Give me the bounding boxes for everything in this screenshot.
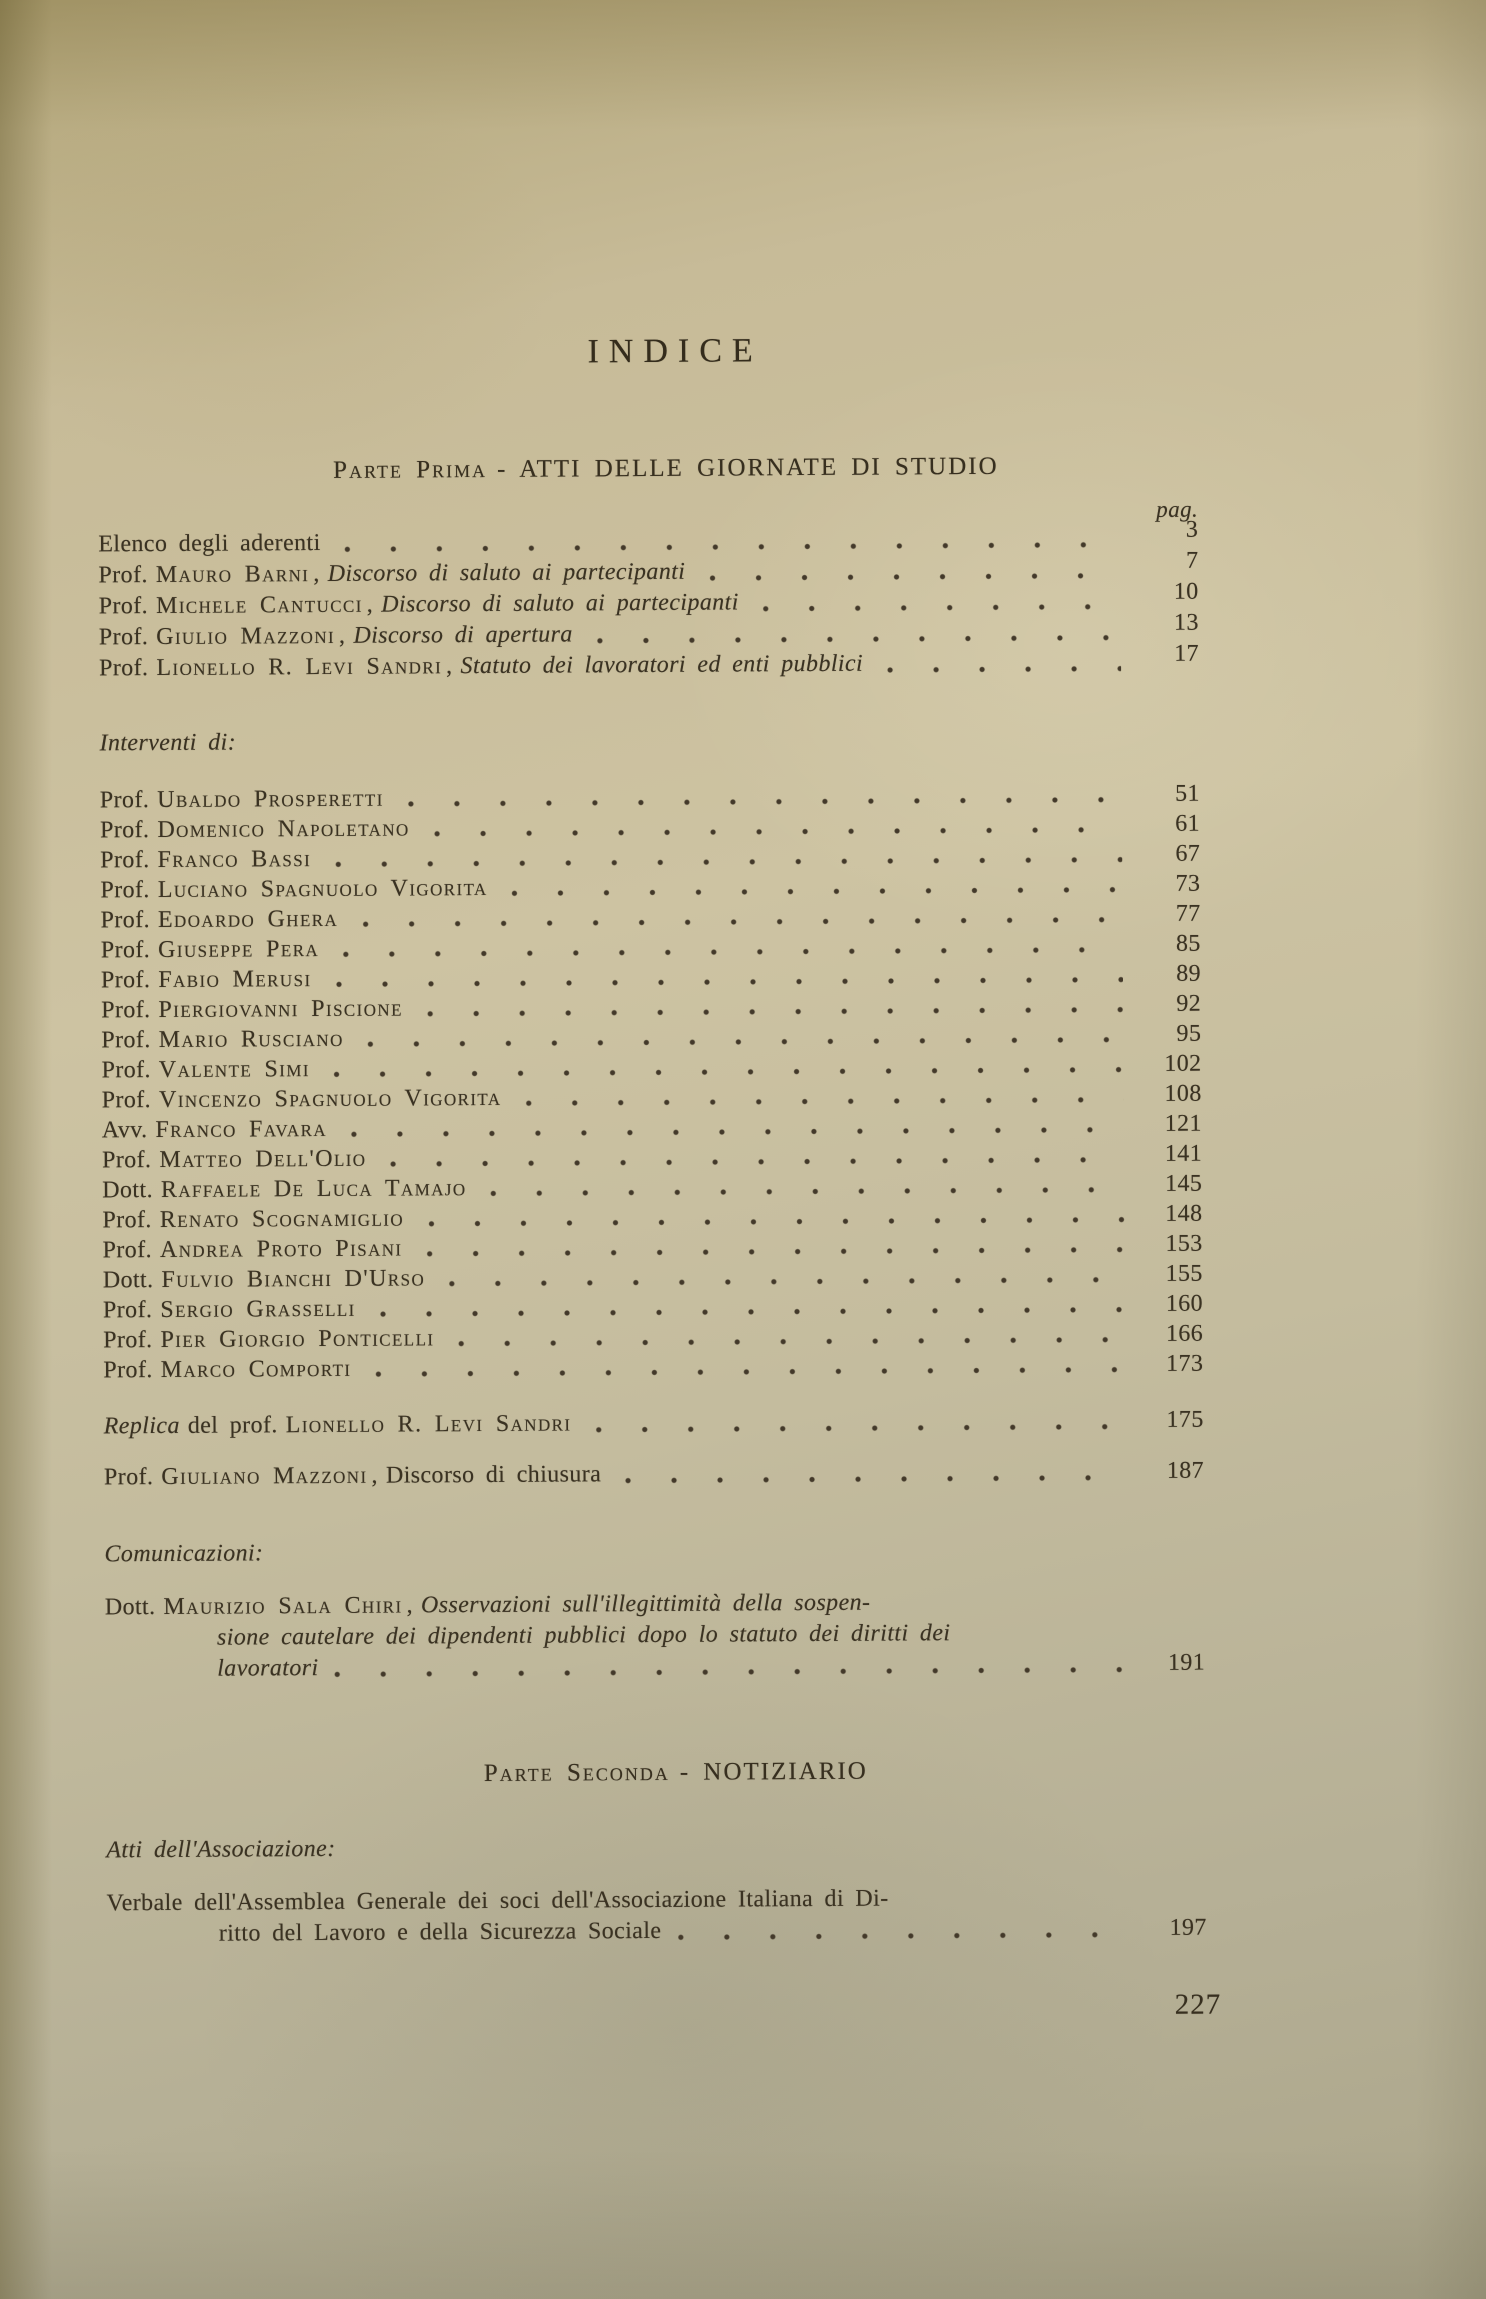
toc-row-text	[101, 904, 347, 935]
dot-leader	[335, 856, 1122, 868]
entry-prefix: Prof.	[102, 1297, 153, 1324]
comunicazioni-separator: ,	[406, 1592, 414, 1619]
toc-row-text	[101, 964, 320, 995]
entry-page-number: 173	[1166, 1350, 1204, 1377]
entry-name: Franco Bassi	[157, 846, 312, 873]
entry-prefix: Dott.	[102, 1177, 154, 1204]
dot-leader	[458, 1336, 1125, 1347]
entry-title: Discorso di saluto ai partecipanti	[381, 589, 739, 618]
dot-leader	[426, 1246, 1124, 1257]
dot-leader	[336, 976, 1124, 988]
comunicazioni-entry	[105, 1586, 1206, 1686]
entry-name: Sergio Grasselli	[160, 1295, 356, 1323]
entry-name: Ubaldo Prosperetti	[157, 785, 384, 813]
comunicazioni-prefix: Dott.	[104, 1594, 156, 1621]
entry-name: Domenico Napoletano	[157, 815, 410, 843]
entry-title: Statuto dei lavoratori ed enti pubblici	[460, 650, 864, 680]
entry-name: Michele Cantucci	[155, 591, 363, 619]
dot-leader	[362, 916, 1122, 928]
entry-prefix: Prof.	[100, 847, 150, 874]
entry-name: Raffaele De Luca Tamajo	[160, 1175, 467, 1203]
verbale-line2-text: ritto del Lavoro e della Sicurezza Sociale	[218, 1917, 662, 1947]
chiusura-separator: ,	[371, 1462, 378, 1489]
toc-row-text	[101, 934, 327, 965]
comunicazioni-title-line1: Osservazioni sull'illegittimità della sospen-	[420, 1589, 871, 1619]
entry-page-number: 61	[1175, 810, 1201, 837]
replica-row	[104, 1405, 1204, 1443]
entry-page-number: 17	[1174, 640, 1200, 667]
dot-leader	[334, 1066, 1124, 1078]
entry-name: Vincenzo Spagnuolo Vigorita	[158, 1084, 502, 1113]
entry-page-number: 160	[1165, 1290, 1204, 1317]
entry-prefix: Prof.	[101, 1147, 152, 1174]
toc-row-text	[102, 1144, 375, 1176]
entry-prefix: Prof.	[101, 1027, 151, 1054]
entry-page-number: 67	[1175, 840, 1201, 867]
entry-name: Luciano Spagnuolo Vigorita	[157, 874, 488, 903]
entry-name: Giulio Mazzoni	[156, 622, 336, 650]
toc-row-text	[103, 1233, 411, 1265]
entry-prefix: Prof.	[102, 1207, 152, 1234]
verbale-page-number: 197	[1169, 1914, 1207, 1941]
entry-page-number: 77	[1175, 900, 1201, 927]
toc-row-text	[98, 528, 328, 560]
entry-page-number: 108	[1164, 1080, 1202, 1107]
toc-row-text	[102, 1114, 335, 1145]
toc-row	[98, 640, 1200, 685]
comunicazioni-line1-text	[105, 1588, 879, 1624]
entry-prefix: Prof.	[101, 1057, 151, 1084]
dot-leader	[428, 1216, 1124, 1227]
entry-prefix: Prof.	[102, 1237, 153, 1264]
entry-title: Discorso di saluto ai partecipanti	[327, 558, 686, 587]
entry-page-number: 3	[1185, 516, 1199, 543]
entry-prefix: Prof.	[99, 787, 150, 814]
entry-name: Fulvio Bianchi D'Urso	[161, 1265, 426, 1293]
entry-separator: ,	[446, 653, 453, 680]
toc-row-text	[100, 873, 495, 905]
replica-page-number: 175	[1166, 1406, 1204, 1433]
toc-row-text	[101, 1054, 318, 1085]
part2-heading	[106, 1755, 1206, 1792]
opening-entries-list	[98, 516, 1200, 685]
part1-heading	[98, 451, 1198, 488]
page-title: INDICE	[587, 332, 763, 371]
chiusura-page-number: 187	[1166, 1457, 1205, 1484]
entry-page-number: 166	[1165, 1320, 1204, 1347]
dot-leader	[343, 946, 1123, 958]
entry-prefix: Prof.	[98, 655, 149, 682]
comunicazioni-name: Maurizio Sala Chiri	[163, 1592, 403, 1620]
entry-separator: ,	[338, 622, 346, 649]
part1-heading-smallcaps: Parte Prima	[333, 455, 488, 484]
entry-prefix: Prof.	[99, 817, 150, 844]
toc-row-text	[98, 557, 693, 592]
dot-leader	[449, 1276, 1125, 1287]
replica-name: Lionello R. Levi Sandri	[285, 1410, 572, 1439]
dot-leader	[351, 1126, 1124, 1138]
part2-heading-rest: - NOTIZIARIO	[679, 1757, 868, 1786]
entry-text: Elenco degli aderenti	[98, 529, 321, 558]
toc-row-text	[103, 1263, 433, 1295]
part1-heading-rest: - ATTI DELLE GIORNATE DI STUDIO	[497, 452, 999, 483]
entry-name: Andrea Proto Pisani	[159, 1235, 403, 1263]
toc-row-text	[99, 619, 581, 653]
dot-leader	[375, 1366, 1125, 1378]
dot-leader	[512, 886, 1123, 897]
entry-name: Mario Rusciano	[158, 1025, 344, 1053]
toc-row-text	[100, 844, 319, 875]
entry-prefix: Prof.	[98, 624, 149, 651]
interventi-list	[100, 779, 1204, 1386]
entry-name: Franco Favara	[155, 1115, 328, 1144]
entry-page-number: 92	[1176, 990, 1202, 1017]
dot-leader	[345, 541, 1121, 553]
dot-leader	[709, 572, 1120, 582]
verbale-entry	[107, 1882, 1207, 1951]
dot-leader	[491, 1186, 1125, 1197]
dot-leader	[677, 1931, 1128, 1941]
entry-name: Matteo Dell'Olio	[159, 1145, 367, 1173]
entry-prefix: Prof.	[101, 997, 151, 1024]
pag-column-header: pag.	[1156, 496, 1199, 522]
entry-title: Discorso di apertura	[353, 621, 573, 649]
entry-name: Renato Scognamiglio	[159, 1205, 405, 1233]
dot-leader	[525, 1096, 1123, 1107]
dot-leader	[335, 1666, 1128, 1678]
entry-prefix: Prof.	[103, 1357, 153, 1384]
entry-page-number: 155	[1165, 1260, 1203, 1287]
entry-page-number: 145	[1164, 1170, 1203, 1197]
entry-page-number: 141	[1164, 1140, 1203, 1167]
toc-row-text	[99, 649, 871, 685]
entry-page-number: 89	[1176, 960, 1202, 987]
entry-prefix: Prof.	[98, 562, 148, 589]
toc-row-text	[103, 1354, 359, 1386]
entry-prefix: Prof.	[98, 593, 149, 620]
entry-page-number: 148	[1165, 1200, 1203, 1227]
verbale-line2	[107, 1913, 1207, 1951]
comunicazioni-title-line3: lavoratori	[217, 1655, 319, 1682]
replica-lead: Replica	[103, 1412, 180, 1440]
toc-row-text	[99, 587, 747, 622]
entry-separator: ,	[366, 591, 374, 618]
dot-leader	[887, 665, 1121, 673]
chiusura-title: Discorso di chiusura	[385, 1461, 602, 1489]
entry-prefix: Dott.	[102, 1267, 154, 1294]
entry-name: Pier Giorgio Ponticelli	[160, 1325, 435, 1353]
dot-leader	[390, 1156, 1124, 1167]
entry-page-number: 153	[1165, 1230, 1203, 1257]
toc-row-text	[103, 1294, 364, 1326]
entry-name: Valente Simi	[158, 1056, 310, 1083]
dot-leader	[595, 1423, 1125, 1433]
entry-name: Edoardo Ghera	[157, 905, 339, 933]
entry-page-number: 51	[1174, 780, 1200, 807]
toc-row-text	[102, 1173, 474, 1205]
replica-text	[104, 1408, 580, 1442]
entry-page-number: 121	[1164, 1110, 1202, 1137]
chiusura-row	[104, 1456, 1204, 1494]
toc-row-text	[100, 784, 392, 816]
toc-row-text	[102, 1083, 510, 1115]
comunicazioni-line3	[105, 1648, 1205, 1686]
replica-mid: del prof.	[187, 1412, 278, 1439]
toc-row-text	[101, 1024, 352, 1056]
dot-leader	[380, 1306, 1125, 1318]
entry-name: Marco Comporti	[160, 1355, 352, 1383]
entry-page-number: 7	[1185, 547, 1199, 574]
dot-leader	[763, 603, 1121, 612]
dot-leader	[368, 1036, 1124, 1048]
chiusura-text	[104, 1459, 609, 1493]
entry-page-number: 85	[1175, 930, 1201, 957]
entry-separator: ,	[313, 560, 320, 588]
entry-name: Fabio Merusi	[158, 966, 312, 993]
toc-row-text	[101, 993, 411, 1025]
comunicazioni-title-line2: sione cautelare dei dipendenti pubblici dopo lo statuto dei diritti dei	[216, 1620, 951, 1651]
chiusura-name: Giuliano Mazzoni	[161, 1462, 368, 1490]
entry-page-number: 95	[1176, 1020, 1202, 1047]
entry-page-number: 102	[1164, 1050, 1202, 1077]
dot-leader	[427, 1006, 1123, 1017]
toc-row-text	[100, 813, 418, 845]
entry-name: Giuseppe Pera	[158, 936, 320, 963]
atti-label: Atti dell'Associazione:	[106, 1835, 336, 1864]
dot-leader	[625, 1474, 1126, 1484]
chiusura-prefix: Prof.	[103, 1464, 154, 1491]
toc-row-text	[103, 1323, 442, 1355]
comunicazioni-page-number: 191	[1167, 1649, 1206, 1676]
entry-page-number: 73	[1175, 870, 1201, 897]
entry-page-number: 13	[1173, 609, 1199, 636]
toc-row-text	[102, 1203, 412, 1235]
part2-heading-smallcaps: Parte Seconda	[483, 1758, 670, 1788]
entry-name: Lionello R. Levi Sandri	[156, 653, 443, 681]
dot-leader	[597, 634, 1121, 644]
entry-prefix: Prof.	[101, 1087, 152, 1114]
entry-prefix: Prof.	[100, 907, 151, 934]
entry-page-number: 10	[1173, 578, 1199, 605]
verbale-line1-text: Verbale dell'Assemblea Generale dei soci dell'Associazione Italiana di Di-	[106, 1885, 889, 1917]
comunicazioni-label: Comunicazioni:	[104, 1540, 264, 1568]
entry-prefix: Prof.	[100, 937, 151, 964]
entry-name: Piergiovanni Piscione	[158, 995, 403, 1023]
entry-name: Mauro Barni	[155, 561, 310, 588]
entry-prefix: Prof.	[100, 877, 150, 904]
dot-leader	[408, 796, 1122, 807]
entry-prefix: Prof.	[103, 1327, 153, 1354]
entry-prefix: Avv.	[101, 1117, 148, 1144]
toc-row	[103, 1349, 1203, 1386]
folio-number: 227	[1174, 1988, 1222, 2021]
dot-leader	[434, 826, 1122, 837]
entry-prefix: Prof.	[100, 967, 151, 994]
interventi-label: Interventi di:	[99, 729, 237, 757]
index-content	[95, 0, 1222, 2027]
